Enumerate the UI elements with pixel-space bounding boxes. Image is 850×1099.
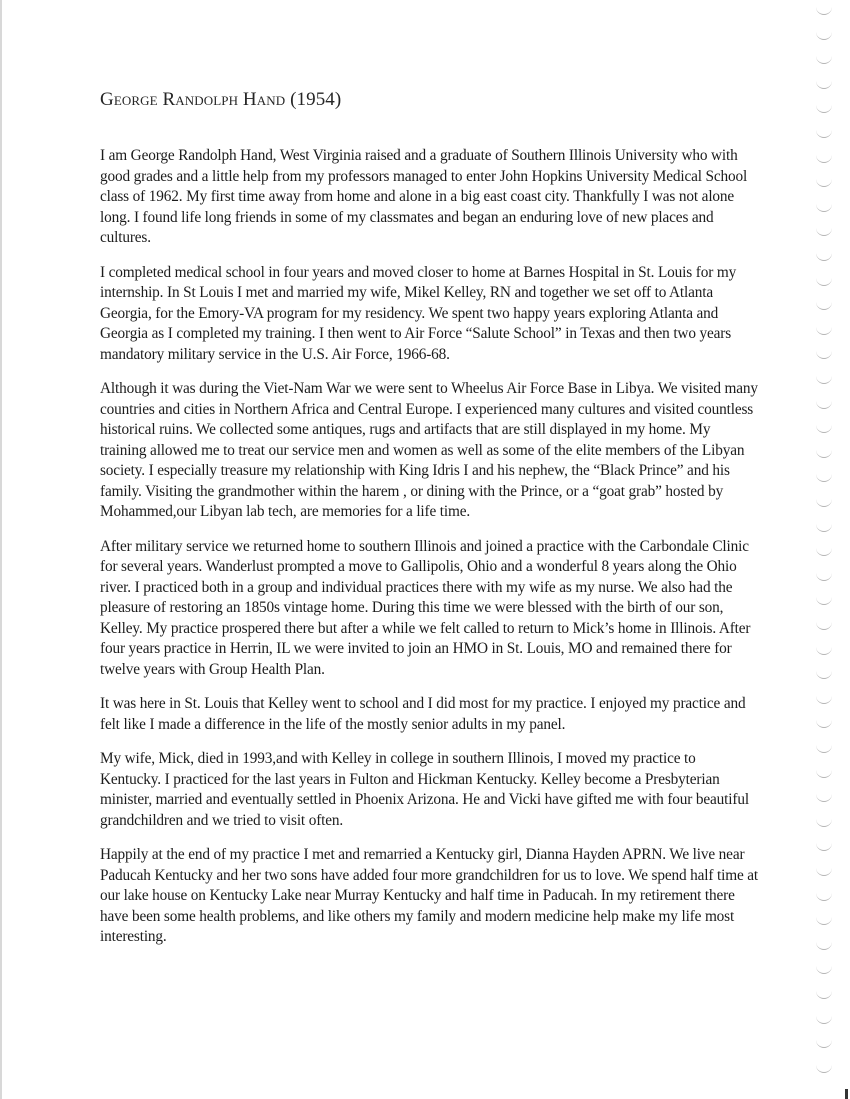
page-left-edge <box>0 0 2 1099</box>
binding-hole-icon <box>816 80 832 89</box>
document-title: George Randolph Hand (1954) <box>100 89 342 110</box>
spiral-binding-holes <box>810 0 840 1099</box>
binding-hole-icon <box>816 350 832 359</box>
binding-hole-icon <box>816 129 832 138</box>
binding-hole-icon <box>816 154 832 163</box>
binding-hole-icon <box>816 547 832 556</box>
binding-hole-icon <box>816 719 832 728</box>
binding-hole-icon <box>816 277 832 286</box>
binding-hole-icon <box>816 178 832 187</box>
binding-hole-icon <box>816 203 832 212</box>
binding-hole-icon <box>816 793 832 802</box>
binding-hole-icon <box>816 842 832 851</box>
binding-hole-icon <box>816 941 832 950</box>
binding-hole-icon <box>816 55 832 64</box>
binding-hole-icon <box>816 523 832 532</box>
paragraph-practice: After military service we returned home to southern Illinois and joined a practice with the Carbondale Clinic for several years. Wanderlust prompted a move to Gallipolis, Ohio and a wonderful 8 years along the Ohio river. I practiced both in a group and individual practices there with my wife as my nurse. We also had the pleasure of restoring an 1850s vintage home. During this time we were blessed with the birth of our son, Kelley. My practice prospered there but after a while we felt called to return to Mick’s home in Illinois. After four years practice in Herrin, IL we were invited to join an HMO in St. Louis, MO and remained there for twelve years with Group Health Plan. <box>100 537 751 678</box>
binding-hole-icon <box>816 473 832 482</box>
scan-corner-mark <box>845 1089 848 1099</box>
binding-hole-icon <box>816 424 832 433</box>
binding-hole-icon <box>816 1015 832 1024</box>
binding-hole-icon <box>816 6 832 15</box>
binding-hole-icon <box>816 1064 832 1073</box>
binding-hole-icon <box>816 301 832 310</box>
binding-hole-icon <box>816 646 832 655</box>
binding-hole-icon <box>816 498 832 507</box>
paragraph-retirement: Happily at the end of my practice I met and remarried a Kentucky girl, Dianna Hayden APRN. We live near Paducah Kentucky and her two sons have added four more grandchildren for us to love. We spend half time at our lake house on Kentucky Lake near Murray Kentucky and half time in Paducah. In my retirement there have been some health problems, and like others my family and modern medicine help make my life most interesting. <box>100 846 758 945</box>
binding-hole-icon <box>816 104 832 113</box>
binding-hole-icon <box>816 326 832 335</box>
paragraph-kentucky: My wife, Mick, died in 1993,and with Kelley in college in southern Illinois, I moved my practice to Kentucky. I practiced for the last years in Fulton and Hickman Kentucky. Kelley become a Presbyterian minister, married and eventually settled in Phoenix Arizona. He and Vicki have gifted me with four beautiful grandchildren and we tried to visit often. <box>100 750 749 829</box>
binding-hole-icon <box>816 670 832 679</box>
binding-hole-icon <box>816 572 832 581</box>
binding-hole-icon <box>816 31 832 40</box>
binding-hole-icon <box>816 449 832 458</box>
binding-hole-icon <box>816 892 832 901</box>
paragraph-st-louis: It was here in St. Louis that Kelley went to school and I did most for my practice. I enjoyed my practice and felt like I made a difference in the life of the mostly senior adults in my panel. <box>100 695 746 733</box>
document-body <box>100 146 760 962</box>
binding-hole-icon <box>816 375 832 384</box>
binding-hole-icon <box>816 252 832 261</box>
binding-hole-icon <box>816 695 832 704</box>
binding-hole-icon <box>816 400 832 409</box>
binding-hole-icon <box>816 621 832 630</box>
binding-hole-icon <box>816 965 832 974</box>
binding-hole-icon <box>816 596 832 605</box>
binding-hole-icon <box>816 916 832 925</box>
paragraph-residency: I completed medical school in four years and moved closer to home at Barnes Hospital in St. Louis for my internship. In St Louis I met and married my wife, Mikel Kelley, RN and together we set off to Atlanta Georgia, for the Emory-VA program for my residency. We spent two happy years exploring Atlanta and Georgia as I completed my training. I then went to Air Force “Salute School” in Texas and then two years mandatory military service in the U.S. Air Force, 1966-68. <box>100 263 737 363</box>
paragraph-education: I am George Randolph Hand, West Virginia raised and a graduate of Southern Illinois University who with good grades and a little help from my professors managed to enter John Hopkins University Medical School class of 1962. My first time away from home and alone in a big east coast city. Thankfully I was not alone long. I found life long friends in some of my classmates and began an enduring love of new places and cultures. <box>100 147 748 246</box>
binding-hole-icon <box>816 818 832 827</box>
paragraph-libya: Although it was during the Viet-Nam War we were sent to Wheelus Air Force Base in Libya. We visited many countries and cities in Northern Africa and Central Europe. I experienced many cultures and visited countless historical ruins. We collected some antiques, rugs and artifacts that are still displayed in my home. My training allowed me to treat our service men and women as well as some of the elite members of the Libyan society. I especially treasure my relationship with King Idris I and his nephew, the “Black Prince” and his family. Visiting the grandmother within the harem , or dining with the Prince, or a “goat grab” hosted by Mohammed,our Libyan lab tech, are memories for a life time. <box>100 380 758 520</box>
binding-hole-icon <box>816 744 832 753</box>
binding-hole-icon <box>816 1039 832 1048</box>
binding-hole-icon <box>816 227 832 236</box>
binding-hole-icon <box>816 990 832 999</box>
binding-hole-icon <box>816 769 832 778</box>
binding-hole-icon <box>816 867 832 876</box>
